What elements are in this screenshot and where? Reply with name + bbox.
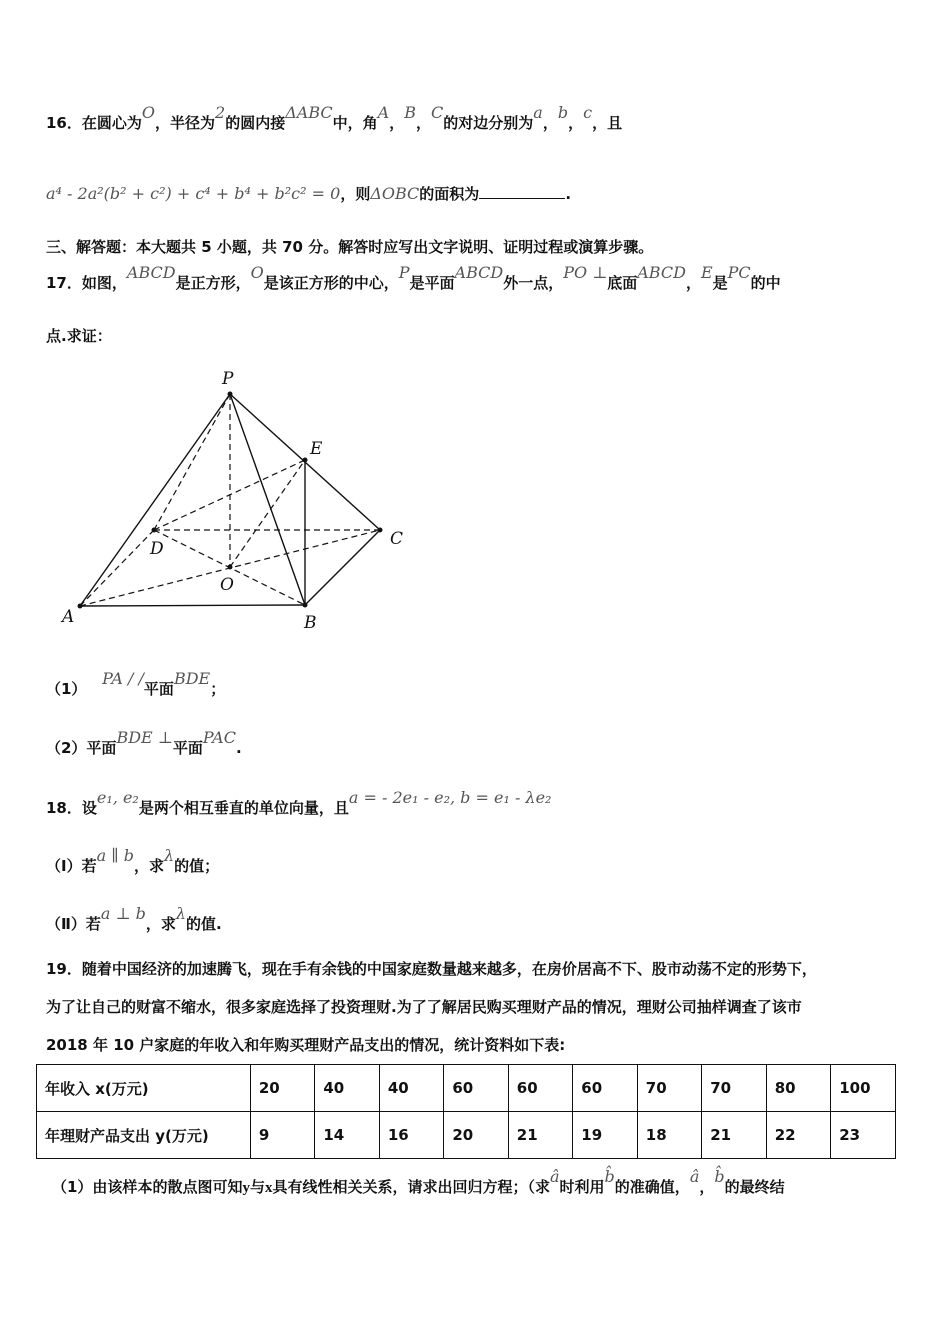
label-C: C	[390, 529, 404, 549]
q17-line2: 点.求证：	[46, 327, 112, 345]
edge-AB	[80, 605, 305, 606]
point-O	[228, 565, 233, 570]
label-B: B	[304, 613, 317, 633]
q19-para2: 为了让自己的财富不缩水，很多家庭选择了投资理财.为了了解居民购买理财产品的情况，理财公司抽样调查了该市	[46, 998, 802, 1016]
edge-OE	[230, 460, 305, 567]
q17-part1: （1） PA / /平面BDE；	[46, 669, 226, 698]
label-A: A	[62, 607, 75, 627]
point-D	[152, 528, 157, 533]
row-label-expense: 年理财产品支出 y(万元)	[37, 1112, 251, 1159]
edge-AD	[80, 530, 154, 606]
q17-line1: 17．如图，ABCD是正方形，O是该正方形的中心，P是平面ABCD外一点，PO ⊥底面ABCD，E是PC的中	[46, 263, 781, 292]
label-O: O	[220, 575, 234, 595]
section-3-header: 三、解答题：本大题共 5 小题，共 70 分。解答时应写出文字说明、证明过程或演算步骤。	[46, 238, 654, 256]
math-O: O	[141, 103, 156, 122]
point-E	[303, 458, 308, 463]
point-B	[303, 603, 308, 608]
label-E: E	[310, 439, 323, 459]
q16-number: 16．	[46, 114, 82, 132]
q19-para1: 19．随着中国经济的加速腾飞，现在手有余钱的中国家庭数量越来越多，在房价居高不下、股市动荡不定的形势下，	[46, 960, 817, 978]
pyramid-figure	[52, 362, 422, 637]
q18-part1: （Ⅰ）若a ∥ b，求λ的值；	[46, 846, 220, 875]
answer-blank	[479, 186, 565, 199]
q19-part1: （1）由该样本的散点图可知y与x具有线性相关关系，请求出回归方程；（求â时利用b̂的准确值，â，b̂的最终结	[52, 1167, 785, 1196]
label-D: D	[150, 539, 164, 559]
table-row-income: 年收入 x(万元) 20 40 40 60 60 60 70 70 80 100	[37, 1065, 896, 1112]
edge-PD	[154, 394, 230, 530]
q18-part2: （Ⅱ）若a ⊥ b，求λ的值.	[46, 904, 222, 933]
point-A	[78, 604, 83, 609]
q16-line2: a⁴ - 2a²(b² + c²) + c⁴ + b⁴ + b²c² = 0，则ΔOBC的面积为 .	[46, 184, 572, 203]
point-C	[378, 528, 383, 533]
q19-data-table	[36, 1064, 896, 1159]
q16-line1: 16．在圆心为O，半径为2的圆内接ΔABC中，角A，B，C的对边分别为a，b，c，且	[46, 103, 623, 132]
label-P: P	[222, 369, 234, 389]
point-P	[228, 392, 233, 397]
q19-para3: 2018 年 10 户家庭的年收入和年购买理财产品支出的情况，统计资料如下表:	[46, 1036, 566, 1054]
edge-BC	[305, 530, 380, 605]
q17-part2: （2）平面BDE ⊥平面PAC.	[46, 728, 242, 757]
row-label-income: 年收入 x(万元)	[37, 1065, 251, 1112]
table-row-expense: 年理财产品支出 y(万元) 9 14 16 20 21 19 18 21 22 23	[37, 1112, 896, 1159]
q16-formula: a⁴ - 2a²(b² + c²) + c⁴ + b⁴ + b²c² = 0	[46, 184, 341, 203]
edge-PB	[230, 394, 305, 605]
q18-line1: 18．设e₁, e₂是两个相互垂直的单位向量，且a = - 2e₁ - e₂, b = e₁ - λe₂	[46, 788, 552, 817]
